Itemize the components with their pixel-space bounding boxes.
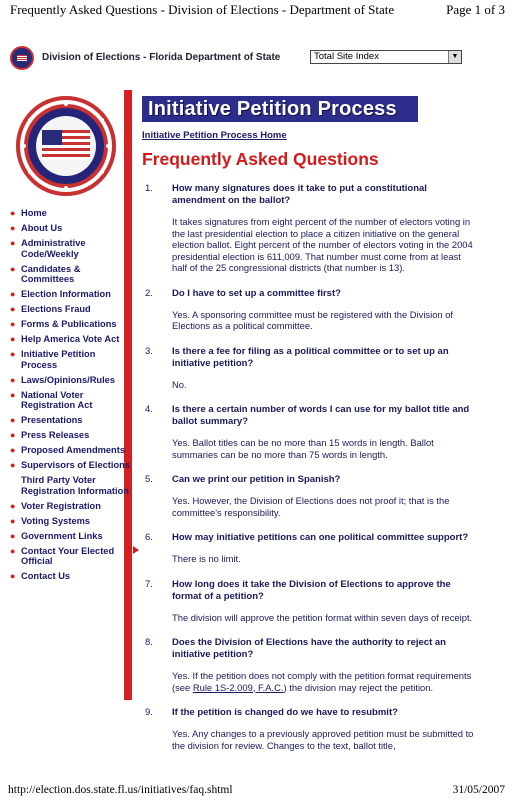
print-footer — [8, 780, 505, 796]
section-banner: Initiative Petition Process — [142, 96, 418, 122]
bullet-icon: ● — [10, 500, 16, 511]
bullet-icon: ● — [10, 334, 16, 344]
sidebar-item-supervisors[interactable]: ● Supervisors of Elections — [10, 460, 131, 470]
faq-answer: Yes. Ballot titles can be no more than 15 words in length. Ballot summaries can be no more than 75 words in length. — [172, 437, 434, 460]
faq-question: Can we print our petition in Spanish? — [172, 474, 341, 485]
sidebar-item-third-party-registration[interactable]: Third Party Voter Registration Information — [21, 475, 129, 496]
seal-star — [64, 186, 68, 190]
sidebar-item-press-releases[interactable]: ● Press Releases — [10, 430, 90, 440]
bullet-icon: ● — [10, 430, 16, 440]
bullet-icon: ● — [10, 415, 16, 425]
print-header — [10, 2, 505, 22]
faq-number: 4. — [145, 404, 153, 415]
faq-question: How may initiative petitions can one political committee support? — [172, 532, 469, 543]
sidebar-item-voting-systems[interactable]: ● Voting Systems — [10, 515, 91, 526]
faq-question: Is there a certain number of words I can use for my ballot title and ballot summary? — [172, 404, 470, 427]
print-title: Frequently Asked Questions - Division of Elections - Department of State — [10, 2, 395, 17]
faq-item — [145, 637, 475, 693]
bullet-icon: ● — [10, 460, 16, 470]
dropdown-arrow-icon[interactable]: ▼ — [448, 51, 461, 63]
initiative-home-link[interactable]: Initiative Petition Process Home — [142, 130, 287, 141]
seal-star — [100, 170, 104, 174]
faq-number: 5. — [145, 474, 153, 485]
faq-list — [145, 183, 475, 765]
faq-number: 8. — [145, 637, 153, 648]
seal-star — [100, 118, 104, 122]
bullet-icon: ● — [10, 208, 16, 218]
bullet-icon: ● — [10, 530, 16, 541]
faq-item — [145, 183, 475, 274]
faq-question: Does the Division of Elections have the authority to reject an initiative petition? — [172, 637, 446, 660]
sidebar-item-candidates[interactable]: ● Candidates & Committees — [10, 263, 81, 284]
site-top-bar — [10, 46, 470, 72]
print-url: http://election.dos.state.fl.us/initiatives/faq.shtml — [8, 784, 233, 796]
faq-question: Is there a fee for filing as a political committee or to set up an initiative petition? — [172, 345, 449, 369]
site-name: Division of Elections - Florida Department of State — [42, 52, 281, 63]
bullet-icon: ● — [10, 319, 16, 329]
seal-star — [64, 102, 68, 106]
faq-question: How many signatures does it take to put a constitutional amendment on the ballot? — [172, 183, 427, 206]
bullet-icon: ● — [10, 349, 16, 359]
page-title: Frequently Asked Questions — [142, 149, 379, 169]
seal-flag-emblem — [36, 116, 96, 176]
bullet-icon: ● — [10, 304, 16, 314]
bullet-icon: ● — [10, 238, 16, 248]
seal-star — [28, 170, 32, 174]
american-flag-icon — [42, 130, 90, 160]
sidebar-item-presentations[interactable]: ● Presentations — [10, 415, 83, 425]
faq-number: 1. — [145, 183, 153, 194]
sidebar-item-hava[interactable]: ● Help America Vote Act — [10, 334, 120, 344]
faq-number: 2. — [145, 287, 153, 299]
sidebar-item-government-links[interactable]: ● Government Links — [10, 530, 103, 541]
sidebar-item-laws[interactable]: ● Laws/Opinions/Rules — [10, 374, 116, 385]
sidebar-item-contact-us[interactable]: ● Contact Us — [10, 571, 71, 581]
sidebar-item-proposed-amendments[interactable]: ● Proposed Amendments — [10, 445, 126, 455]
faq-answer: The division will approve the petition format within seven days of receipt. — [172, 611, 473, 623]
faq-item — [145, 404, 475, 460]
faq-answer: No. — [172, 378, 187, 390]
rule-link[interactable]: Rule 1S-2.009, F.A.C. — [192, 681, 284, 693]
faq-answer: There is no limit. — [172, 553, 241, 564]
print-page-number: Page 1 of 3 — [446, 2, 505, 17]
site-index-select-value: Total Site Index — [314, 51, 379, 62]
faq-answer: Yes. However, the Division of Elections does not proof it; that is the committee's responsibility. — [172, 495, 450, 518]
bullet-icon: ● — [10, 389, 16, 400]
sidebar-item-elections-fraud[interactable]: ● Elections Fraud — [10, 304, 91, 314]
current-section-marker-icon — [133, 546, 139, 554]
faq-number: 9. — [145, 707, 153, 718]
bullet-icon: ● — [10, 571, 16, 581]
sidebar-item-administrative-code[interactable]: ● Administrative Code/Weekly — [10, 238, 86, 259]
faq-question: Do I have to set up a committee first? — [172, 287, 341, 299]
faq-answer: Yes. A sponsoring committee must be registered with the Division of Elections as a political committee. — [172, 308, 454, 331]
faq-item — [145, 707, 475, 751]
print-date: 31/05/2007 — [452, 784, 505, 796]
seal-star — [106, 144, 110, 148]
sidebar-item-election-information[interactable]: ● Election Information — [10, 289, 111, 299]
faq-item — [145, 532, 475, 565]
sidebar-item-about-us[interactable]: ● About Us — [10, 223, 63, 233]
faq-answer: Yes. If the petition does not comply with the petition format requirements (see Rule 1S-2.009, F.A.C.) the division may reject the petition. — [172, 670, 472, 693]
bullet-icon: ● — [10, 374, 16, 385]
sidebar-item-nvra[interactable]: ● National Voter Registration Act — [10, 389, 93, 410]
faq-question: If the petition is changed do we have to resubmit? — [172, 707, 398, 718]
sidebar-item-forms[interactable]: ● Forms & Publications — [10, 319, 117, 329]
faq-answer: It takes signatures from eight percent of the number of electors voting in the last presidential election to place a citizen initiative on the general election ballot. Eight percent of the number of electors voting in the 2004 presidential election is 611,009. That number must come from at least half of the 25 congressional districts (that number is 13). — [172, 216, 473, 273]
bullet-icon: ● — [10, 289, 16, 299]
sidebar-item-home[interactable]: ● Home — [10, 208, 47, 218]
bullet-icon: ● — [10, 223, 16, 233]
bullet-icon: ● — [10, 515, 16, 526]
florida-seal-logo — [16, 96, 116, 196]
faq-question: How long does it take the Division of Elections to approve the format of a petition? — [172, 578, 451, 602]
faq-number: 6. — [145, 532, 153, 543]
bullet-icon: ● — [10, 263, 16, 274]
state-seal-icon — [10, 46, 34, 70]
faq-item — [145, 474, 475, 518]
faq-item — [145, 346, 475, 391]
bullet-icon: ● — [10, 445, 16, 455]
sidebar-item-initiative-petition[interactable]: ● Initiative Petition Process — [10, 349, 96, 370]
faq-number: 3. — [145, 345, 153, 357]
faq-item — [145, 288, 475, 332]
seal-star — [28, 118, 32, 122]
sidebar-item-contact-official[interactable]: ● Contact Your Elected Official — [10, 545, 115, 566]
faq-answer: Yes. Any changes to a previously approved petition must be submitted to the division for review. Changes to the text, ballot title, — [172, 728, 474, 751]
sidebar-item-voter-registration[interactable]: ● Voter Registration — [10, 500, 101, 511]
faq-item — [145, 579, 475, 624]
site-index-select[interactable] — [310, 50, 462, 64]
sidebar-nav — [10, 208, 130, 586]
seal-star — [22, 144, 26, 148]
bullet-icon: ● — [10, 545, 16, 556]
faq-number: 7. — [145, 578, 153, 590]
